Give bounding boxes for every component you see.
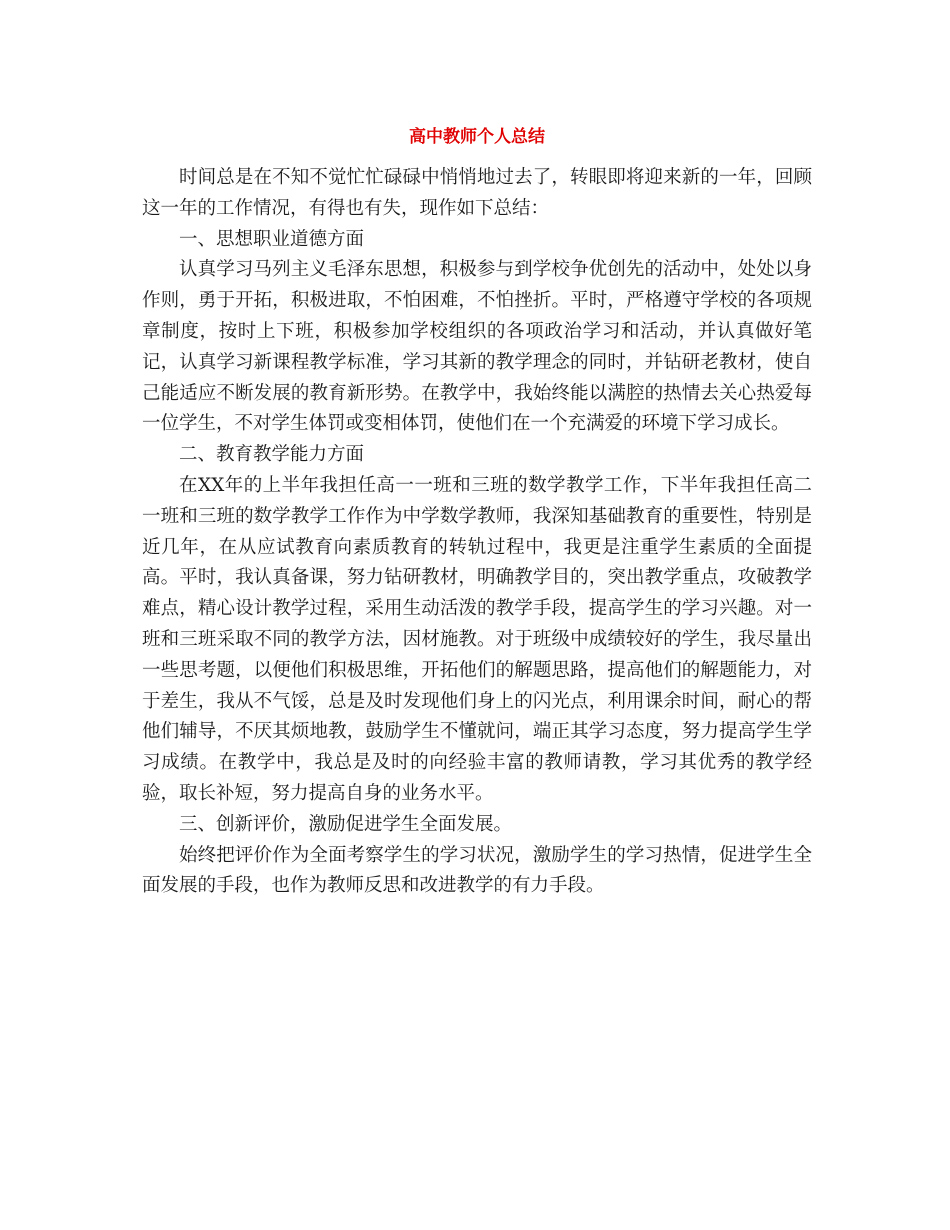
section-2-paragraph: 在XX年的上半年我担任高一一班和三班的数学教学工作，下半年我担任高二一班和三班的数学教学工作作为中学数学教师，我深知基础教育的重要性，特别是近几年，在从应试教育向素质教育的转轨过程中，我更是注重学生素质的全面提高。平时，我认真备课，努力钻研教材，明确教学目的，突出教学重点，攻破教学难点，精心设计教学过程，采用生动活泼的教学手段，提高学生的学习兴趣。对一班和三班采取不同的教学方法，因材施教。对于班级中成绩较好的学生，我尽量出一些思考题，以便他们积极思维，开拓他们的解题思路，提高他们的解题能力，对于差生，我从不气馁，总是及时发现他们身上的闪光点，利用课余时间，耐心的帮他们辅导，不厌其烦地教，鼓励学生不懂就问，端正其学习态度，努力提高学生学习成绩。在教学中，我总是及时的向经验丰富的教师请教，学习其优秀的教学经验，取长补短，努力提高自身的业务水平。 [142, 474, 812, 804]
document-body [142, 163, 812, 902]
section-heading-1: 一、思想职业道德方面 [179, 228, 365, 250]
section-1-paragraph: 认真学习马列主义毛泽东思想，积极参与到学校争优创先的活动中，处处以身作则，勇于开拓，积极进取，不怕困难，不怕挫折。平时，严格遵守学校的各项规章制度，按时上下班，积极参加学校组织的各项政治学习和活动，并认真做好笔记，认真学习新课程教学标准，学习其新的教学理念的同时，并钻研老教材，使自己能适应不断发展的教育新形势。在教学中，我始终能以满腔的热情去关心热爱每一位学生，不对学生体罚或变相体罚，使他们在一个充满爱的环境下学习成长。 [142, 259, 812, 435]
intro-paragraph: 时间总是在不知不觉忙忙碌碌中悄悄地过去了，转眼即将迎来新的一年，回顾这一年的工作情况，有得也有失，现作如下总结： [142, 167, 812, 219]
document-title: 高中教师个人总结 [409, 127, 545, 147]
section-heading-2: 二、教育教学能力方面 [179, 444, 365, 466]
section-3-paragraph: 始终把评价作为全面考察学生的学习状况，激励学生的学习热情，促进学生全面发展的手段，也作为教师反思和改进教学的有力手段。 [142, 844, 812, 897]
section-heading-3: 三、创新评价，激励促进学生全面发展。 [179, 813, 513, 835]
